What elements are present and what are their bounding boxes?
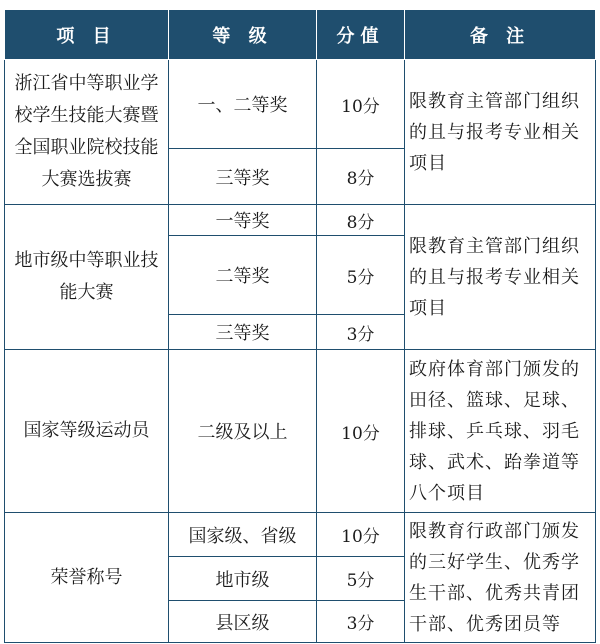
level-cell: 三等奖 <box>169 315 317 350</box>
item-cell: 地市级中等职业技能大赛 <box>5 205 169 350</box>
score-cell: 5分 <box>317 557 405 601</box>
scoring-table <box>4 9 596 643</box>
note-cell: 限教育主管部门组织的且与报考专业相关项目 <box>405 60 596 205</box>
level-cell: 地市级 <box>169 557 317 601</box>
level-cell: 一、二等奖 <box>169 60 317 149</box>
score-cell: 10分 <box>317 350 405 513</box>
level-cell: 县区级 <box>169 601 317 643</box>
score-cell: 5分 <box>317 236 405 315</box>
table-row <box>5 513 596 557</box>
level-cell: 国家级、省级 <box>169 513 317 557</box>
header-row <box>5 10 596 60</box>
score-cell: 8分 <box>317 149 405 205</box>
level-cell: 三等奖 <box>169 149 317 205</box>
score-cell: 3分 <box>317 315 405 350</box>
score-cell: 10分 <box>317 513 405 557</box>
item-cell: 浙江省中等职业学校学生技能大赛暨全国职业院校技能大赛选拔赛 <box>5 60 169 205</box>
score-cell: 8分 <box>317 205 405 236</box>
level-cell: 二级及以上 <box>169 350 317 513</box>
table-row <box>5 60 596 149</box>
note-cell: 政府体育部门颁发的田径、篮球、足球、排球、乒乓球、羽毛球、武术、跆拳道等八个项目 <box>405 350 596 513</box>
header-level: 等 级 <box>169 10 317 60</box>
note-cell: 限教育行政部门颁发的三好学生、优秀学生干部、优秀共青团干部、优秀团员等 <box>405 513 596 643</box>
score-cell: 10分 <box>317 60 405 149</box>
item-cell: 荣誉称号 <box>5 513 169 643</box>
level-cell: 一等奖 <box>169 205 317 236</box>
table-row <box>5 205 596 236</box>
note-cell: 限教育主管部门组织的且与报考专业相关项目 <box>405 205 596 350</box>
header-note: 备 注 <box>405 10 596 60</box>
header-score: 分值 <box>317 10 405 60</box>
score-cell: 3分 <box>317 601 405 643</box>
level-cell: 二等奖 <box>169 236 317 315</box>
item-cell: 国家等级运动员 <box>5 350 169 513</box>
header-item: 项 目 <box>5 10 169 60</box>
table-row <box>5 350 596 513</box>
